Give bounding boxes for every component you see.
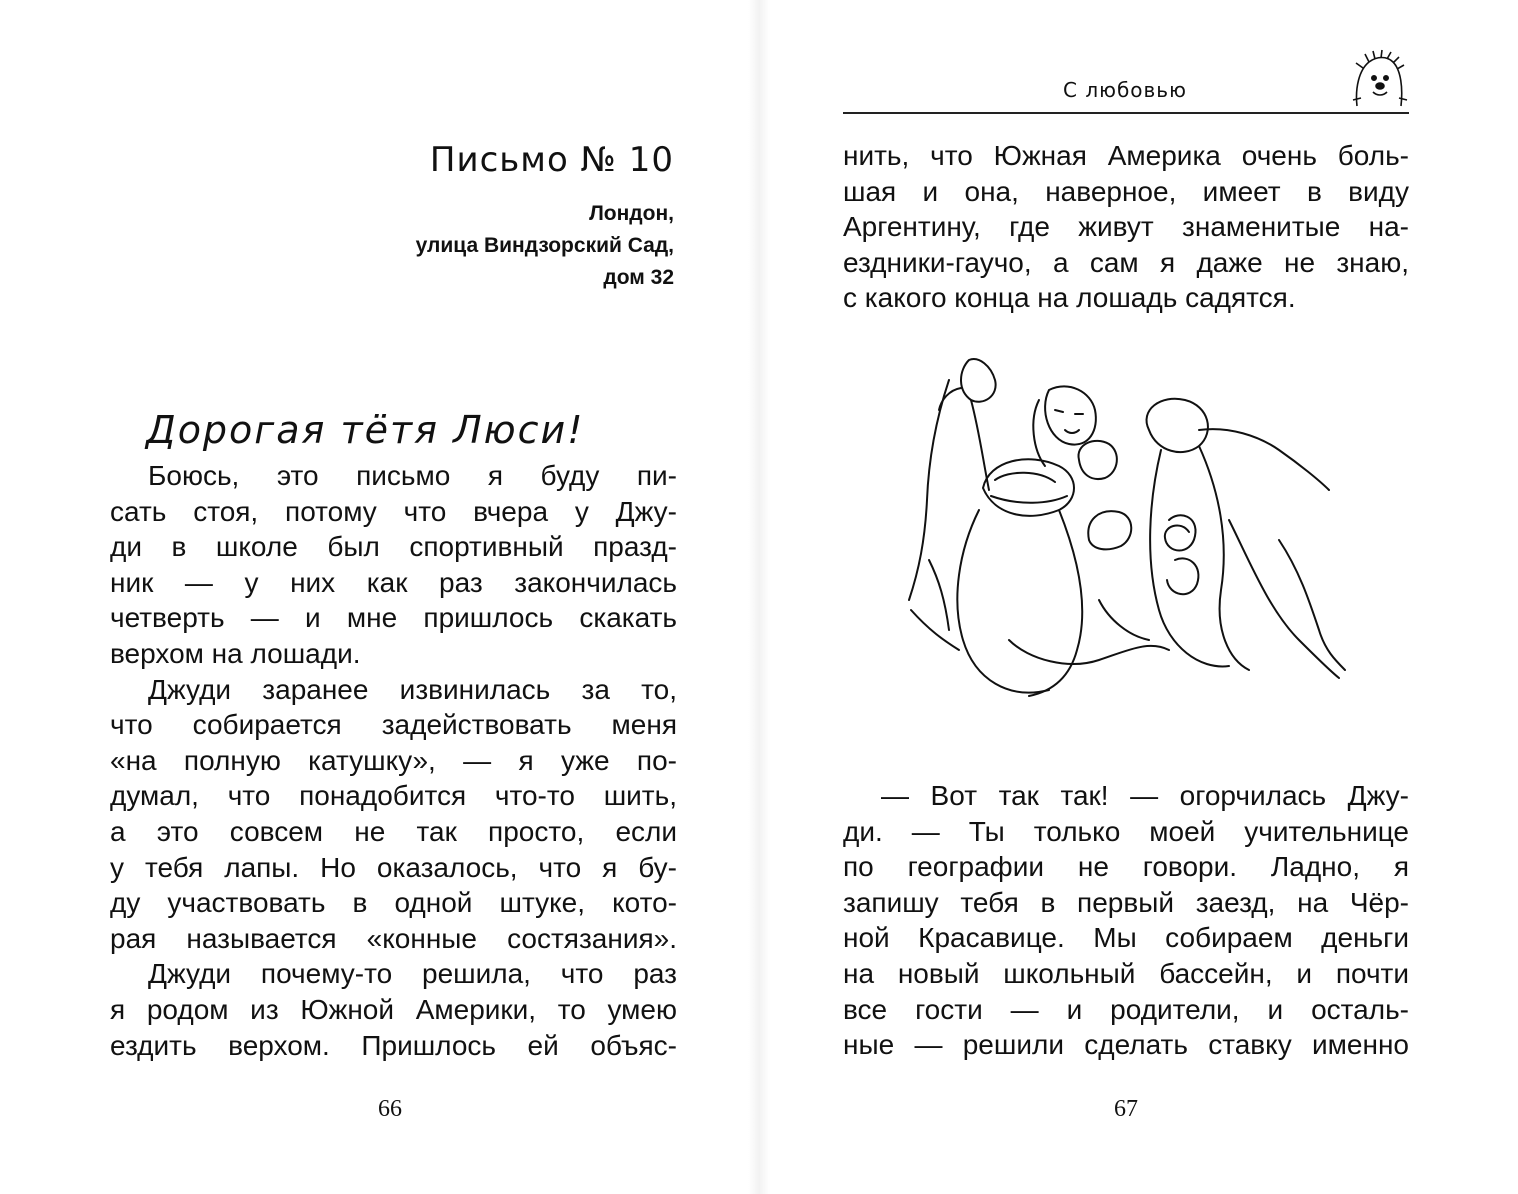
right-body-text-top (843, 138, 1409, 316)
running-head (843, 72, 1409, 114)
text-line: Аргентину, где живут знаменитые на- (843, 211, 1409, 243)
address-line: улица Виндзорский Сад, (415, 234, 674, 257)
hedgehog-icon (1347, 48, 1409, 110)
left-body-text (110, 458, 677, 1063)
text-line: запишу тебя в первый заезд, на Чёр- (843, 886, 1409, 918)
text-line: ди в школе был спортивный празд- (110, 531, 677, 563)
sketch-illustration (899, 340, 1369, 760)
text-line: Джуди почему-то решила, что раз (148, 958, 677, 990)
letter-title: Письмо № 10 (429, 140, 674, 180)
text-line: а это совсем не так просто, если (110, 815, 677, 847)
right-body-text-bottom (843, 778, 1409, 1063)
address-line: дом 32 (603, 266, 674, 289)
address-block (416, 198, 674, 294)
text-line: ду участвовать в одной штуке, кото- (110, 887, 677, 919)
text-line: ездники-гаучо, а сам я даже не знаю, (843, 246, 1409, 278)
page-number: 67 (1114, 1096, 1138, 1122)
text-line: верхом на лошади. (110, 637, 361, 669)
text-line: Боюсь, это письмо я буду пи- (148, 460, 677, 491)
text-line: на новый школьный бассейн, и почти (843, 957, 1409, 989)
address-line: Лондон, (589, 202, 674, 225)
text-line: что собирается задействовать меня (110, 709, 677, 741)
page-number: 66 (378, 1096, 402, 1122)
text-line: по географии не говори. Ладно, я (843, 851, 1409, 883)
text-line: Джуди заранее извинилась за то, (148, 673, 677, 705)
text-line: у тебя лапы. Но оказалось, что я бу- (110, 851, 677, 883)
text-line: ник — у них как раз закончилась (110, 566, 677, 598)
text-line: ездить верхом. Пришлось ей объяс- (110, 1029, 677, 1061)
text-line: думал, что понадобится что-то шить, (110, 780, 677, 812)
greeting: Дорогая тётя Люси! (146, 408, 585, 452)
text-line: четверть — и мне пришлось скакать (110, 602, 677, 634)
text-line: все гости — и родители, и осталь- (843, 993, 1409, 1025)
text-line: ди. — Ты только моей учительнице (843, 815, 1409, 847)
text-line: с какого конца на лошадь садятся. (843, 282, 1296, 314)
text-line: «на полную катушку», — я уже по- (110, 744, 677, 776)
running-head-title: С любовью (1063, 78, 1187, 102)
text-line: я родом из Южной Америки, то умею (110, 993, 677, 1025)
text-line: ной Красавице. Мы собираем деньги (843, 922, 1409, 954)
text-line: — Вот так так! — огорчилась Джу- (881, 780, 1409, 811)
text-line: ные — решили сделать ставку именно (843, 1029, 1409, 1061)
text-line: рая называется «конные состязания». (110, 922, 677, 954)
text-line: сать стоя, потому что вчера у Джу- (110, 495, 677, 527)
text-line: шая и она, наверное, имеет в виду (843, 175, 1409, 207)
text-line: нить, что Южная Америка очень боль- (843, 140, 1409, 171)
right-page (759, 0, 1518, 1194)
